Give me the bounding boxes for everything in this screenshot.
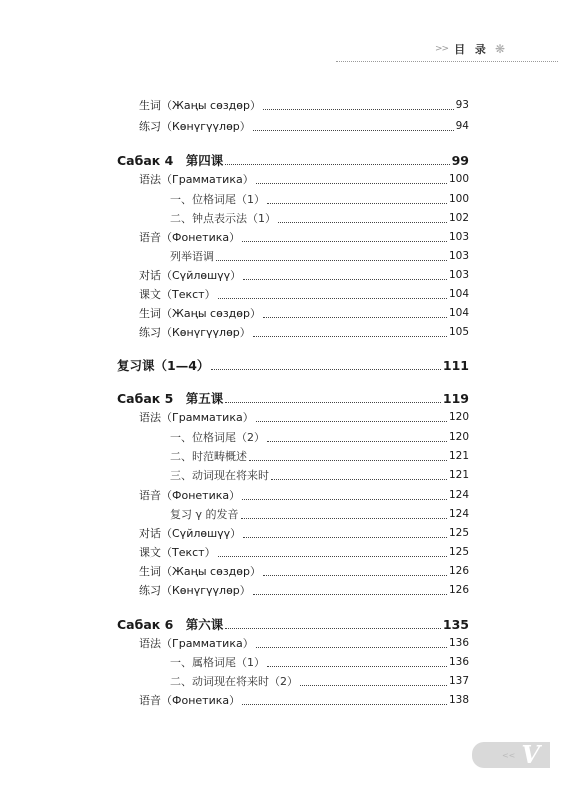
dot-leader — [278, 222, 447, 223]
dot-leader — [253, 130, 454, 131]
toc-entry-label: 对话（Сүйлөшүү） — [139, 269, 242, 282]
toc-entry-row[interactable] — [0, 562, 572, 580]
dot-leader — [241, 518, 447, 519]
dot-leader — [242, 499, 447, 500]
dot-leader — [256, 421, 447, 422]
toc-page-number: 124 — [448, 508, 469, 520]
toc-page-number: 120 — [448, 411, 469, 423]
toc-entry-row[interactable] — [0, 209, 572, 227]
dot-leader — [216, 260, 447, 261]
toc-entry-row[interactable] — [0, 524, 572, 542]
toc-entry-row[interactable] — [0, 634, 572, 652]
toc-page-number: 104 — [448, 288, 469, 300]
toc-entry-label: 对话（Сүйлөшүү） — [139, 527, 242, 540]
toc-chapter-row[interactable] — [0, 151, 572, 169]
dot-leader — [300, 685, 447, 686]
dot-leader — [225, 402, 441, 403]
toc-page-number: 100 — [448, 193, 469, 205]
toc-page-number: 125 — [448, 527, 469, 539]
toc-page-number: 94 — [455, 120, 469, 132]
toc-page-number: 111 — [442, 357, 469, 373]
toc-page-number: 99 — [451, 152, 469, 168]
toc-entry-label: 课文（Текст） — [139, 288, 216, 301]
toc-page-number: 120 — [448, 431, 469, 443]
toc-entry-label: 复习课（1—4） — [117, 358, 210, 373]
toc-entry-row[interactable] — [0, 117, 572, 135]
dot-leader — [253, 336, 447, 337]
toc-entry-row[interactable] — [0, 408, 572, 426]
toc-page-number: 119 — [442, 390, 469, 406]
dot-leader — [263, 575, 447, 576]
toc-entry-label: Сабак 6 第六课 — [117, 617, 224, 632]
toc-entry-row[interactable] — [0, 266, 572, 284]
toc-page-number: 103 — [448, 231, 469, 243]
toc-entry-label: 一、属格词尾（1） — [170, 656, 265, 669]
dot-leader — [267, 203, 447, 204]
toc-chapter-row[interactable] — [0, 356, 572, 374]
toc-entry-row[interactable] — [0, 285, 572, 303]
toc-page-number: 104 — [448, 307, 469, 319]
toc-entry-label: 二、动词现在将来时（2） — [170, 675, 298, 688]
toc-entry-row[interactable] — [0, 428, 572, 446]
toc-entry-label: 语法（Грамматика） — [139, 637, 254, 650]
toc-entry-label: 三、动词现在将来时 — [170, 469, 269, 482]
toc-chapter-row[interactable] — [0, 389, 572, 407]
toc-entry-label: 一、位格词尾（1） — [170, 193, 265, 206]
toc-page-number: 136 — [448, 656, 469, 668]
dot-leader — [256, 647, 447, 648]
toc-entry-row[interactable] — [0, 323, 572, 341]
dot-leader — [225, 628, 441, 629]
toc-entry-label: 课文（Текст） — [139, 546, 216, 559]
toc-page-number: 103 — [448, 269, 469, 281]
dot-leader — [218, 298, 447, 299]
toc-entry-row[interactable] — [0, 505, 572, 523]
toc-entry-label: 一、位格词尾（2） — [170, 431, 265, 444]
toc-page-number: 135 — [442, 616, 469, 632]
dot-leader — [256, 183, 447, 184]
toc-page-number: 126 — [448, 565, 469, 577]
toc-entry-label: 语法（Грамматика） — [139, 411, 254, 424]
dot-leader — [267, 441, 447, 442]
toc-page-number: 125 — [448, 546, 469, 558]
toc-page-number: 124 — [448, 489, 469, 501]
dot-leader — [263, 109, 454, 110]
toc-page-number: 126 — [448, 584, 469, 596]
toc-page-number: 102 — [448, 212, 469, 224]
toc-entry-row[interactable] — [0, 447, 572, 465]
toc-entry-label: 语音（Фонетика） — [139, 489, 241, 502]
dot-leader — [242, 704, 447, 705]
dot-leader — [249, 460, 447, 461]
toc-entry-label: 二、时范畴概述 — [170, 450, 247, 463]
toc-entry-label: 生词（Жаңы сөздөр） — [139, 565, 261, 578]
logo-mark: V — [521, 740, 540, 769]
toc-entry-label: 复习 γ 的发音 — [170, 508, 239, 521]
toc-entry-row[interactable] — [0, 304, 572, 322]
dot-leader — [253, 594, 447, 595]
toc-entry-row[interactable] — [0, 228, 572, 246]
dot-leader — [242, 241, 447, 242]
toc-entry-label: 列举语调 — [170, 250, 214, 263]
toc-entry-label: 生词（Жаңы сөздөр） — [139, 307, 261, 320]
corner-badge — [472, 742, 550, 768]
toc-page-number: 93 — [455, 99, 469, 111]
toc-entry-label: Сабак 5 第五课 — [117, 391, 224, 406]
toc-entry-row[interactable] — [0, 653, 572, 671]
toc-entry-row[interactable] — [0, 543, 572, 561]
toc-entry-row[interactable] — [0, 581, 572, 599]
toc-page-number: 103 — [448, 250, 469, 262]
dot-leader — [218, 556, 447, 557]
toc-entry-row[interactable] — [0, 466, 572, 484]
chevrons: >> — [435, 44, 449, 54]
dot-leader — [271, 479, 447, 480]
toc-page-number: 105 — [448, 326, 469, 338]
toc-entry-row[interactable] — [0, 190, 572, 208]
corner-small-text: << — [501, 750, 516, 760]
toc-entry-label: Сабак 4 第四课 — [117, 153, 224, 168]
dot-leader — [267, 666, 447, 667]
dot-leader — [211, 369, 441, 370]
toc-entry-row[interactable] — [0, 247, 572, 265]
toc-entry-row[interactable] — [0, 170, 572, 188]
toc-entry-label: 练习（Көнүгүүлөр） — [139, 584, 251, 597]
toc-entry-row[interactable] — [0, 691, 572, 709]
toc-page-number: 136 — [448, 637, 469, 649]
dot-leader — [243, 537, 447, 538]
toc-page-number: 100 — [448, 173, 469, 185]
toc-entry-label: 练习（Көнүгүүлөр） — [139, 326, 251, 339]
toc-page-number: 121 — [448, 469, 469, 481]
toc-page-number: 121 — [448, 450, 469, 462]
toc-entry-label: 练习（Көнүгүүлөр） — [139, 120, 251, 133]
toc-page-number: 137 — [448, 675, 469, 687]
toc-entry-label: 生词（Жаңы сөздөр） — [139, 99, 261, 112]
toc-entry-row[interactable] — [0, 486, 572, 504]
flower-icon: ❋ — [494, 42, 506, 56]
page-title: 目 录 — [454, 43, 489, 56]
toc-entry-row[interactable] — [0, 96, 572, 114]
toc-entry-label: 二、钟点表示法（1） — [170, 212, 276, 225]
toc-entry-label: 语音（Фонетика） — [139, 231, 241, 244]
toc-entry-row[interactable] — [0, 672, 572, 690]
toc-chapter-row[interactable] — [0, 615, 572, 633]
toc-page-number: 138 — [448, 694, 469, 706]
dot-leader — [263, 317, 447, 318]
dot-leader — [225, 164, 449, 165]
toc-entry-label: 语音（Фонетика） — [139, 694, 241, 707]
dot-leader — [243, 279, 447, 280]
toc-entry-label: 语法（Грамматика） — [139, 173, 254, 186]
